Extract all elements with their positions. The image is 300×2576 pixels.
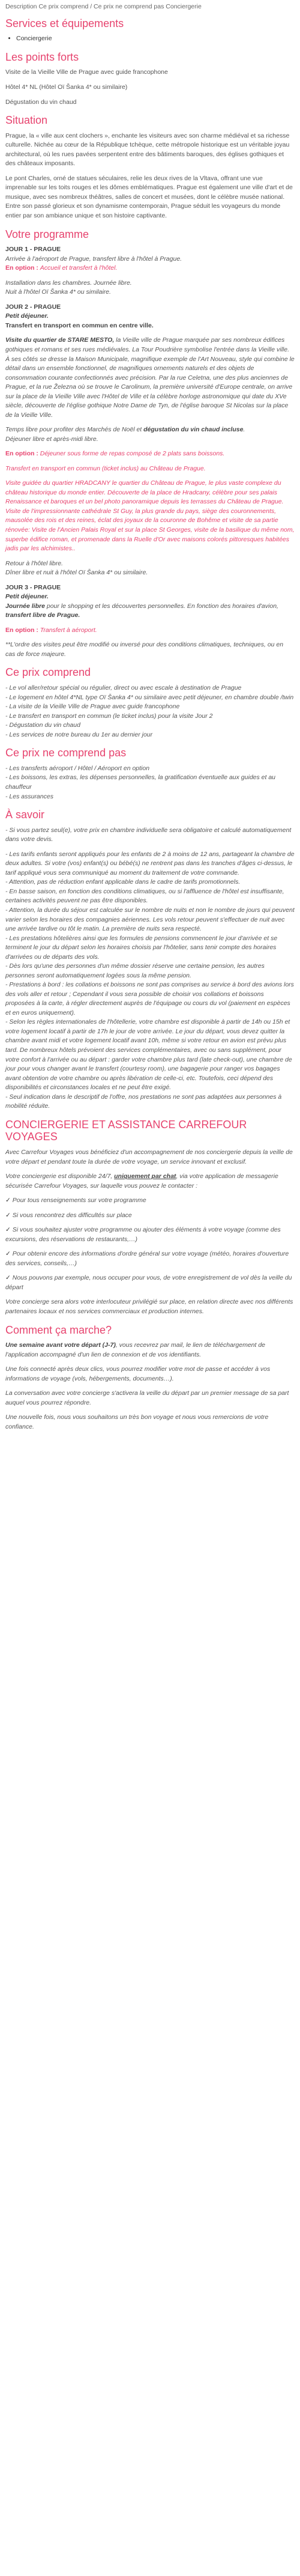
concierge-item-text: Si vous souhaitez ajuster votre programme ou ajouter des éléments à votre voyage (comme des excursions, des réservations de restaurants,…)	[5, 1226, 281, 1243]
know-item: - Dès lors qu'une des personnes d'un même dossier réserve une certaine pension, les autres personnes seront automatiquement logées sous la même pension.	[5, 962, 265, 979]
programme-title: Votre programme	[5, 228, 89, 240]
concierge-title: CONCIERGERIE ET ASSISTANCE CARREFOUR VOYAGES	[5, 1118, 247, 1143]
day-option	[5, 449, 295, 459]
included-section	[5, 666, 295, 740]
chevron-right-icon: ✓	[5, 1226, 11, 1234]
know-item: - Les prestations hôtelières ainsi que les formules de pensions commencent le jour d'arrivée et se terminent le jour du départ selon les horaires choisis par l'hôtelier, sans tenir compte des horaires d'arrivées ou de départs des vols.	[5, 934, 278, 961]
excluded-section	[5, 747, 295, 801]
know-paragraph: - Si vous partez seul(e), votre prix en chambre individuelle sera obligatoire et calculé automatiquement dans votre devis.	[5, 826, 292, 843]
day-transfer: Transfert en transport en commun en centre ville.	[5, 321, 154, 329]
how-emphasis: Une semaine avant votre départ (J-7)	[5, 1341, 116, 1349]
excluded-list	[5, 764, 295, 801]
concierge-item	[5, 1211, 295, 1221]
how-section	[5, 1324, 295, 1432]
day-option	[5, 626, 295, 636]
day-description	[5, 602, 295, 621]
how-title: Comment ça marche?	[5, 1323, 112, 1336]
know-item: - Attention, la durée du séjour est calculée sur le nombre de nuits et non le nombre de jours qui peuvent varier selon les horaires des compagnies aériennes. Les vols retour peuvent s'effectuer de nuit avec une arrivée tardive ou tôt le matin. La première de nuits sera respecté.	[5, 907, 295, 933]
included-item: - Le logement en hôtel 4*NL type Oï Šanka 4* ou similaire avec petit déjeuner, en chambre double /twin	[5, 693, 294, 701]
included-item: - Le transfert en transport en commun (le ticket inclus) pour la visite Jour 2	[5, 712, 213, 720]
know-item: - Prestations à bord : les collations et boissons ne sont pas comprises au service à bord des avions lors des vols aller et retour ; Cependant il vous sera possible de choisir vos collations et boissons proposées à la carte, à régler directement auprès de l'équipage ou cours du vol (paiement en espèces et en euros uniquement).	[5, 981, 294, 1016]
know-item: - Attention, pas de réduction enfant applicable dans le cadre de tarifs promotionnels.	[5, 878, 241, 886]
day-heading: JOUR 1 - PRAGUE	[5, 246, 61, 254]
services-section	[5, 17, 295, 44]
option-label: En option :	[5, 264, 38, 272]
concierge-item	[5, 1196, 295, 1206]
highlight-line: Dégustation du vin chaud	[5, 98, 77, 106]
how-paragraph: Une nouvelle fois, nous vous souhaitons un très bon voyage et nous vous remercions de votre confiance.	[5, 1414, 269, 1430]
included-item: - Dégustation du vin chaud	[5, 721, 80, 729]
day-option	[5, 264, 295, 273]
how-paragraph: La conversation avec votre concierge s'activera la veille du départ par un premier message de sa part auquel vous pourrez répondre.	[5, 1390, 289, 1406]
concierge-item-text: Si vous rencontrez des difficultés sur place	[12, 1211, 132, 1219]
included-item: - Les services de notre bureau du 1er au dernier jour	[5, 731, 153, 738]
day-description: Arrivée à l'aéroport de Prague, transfert libre à l'hôtel à Prague.	[5, 255, 182, 263]
day-line: Dîner libre et nuit à l'hôtel Oï Šanka 4* ou similaire.	[5, 569, 148, 577]
highlights-section	[5, 51, 295, 107]
included-list	[5, 684, 295, 740]
free-bold: dégustation du vin chaud incluse	[143, 426, 244, 434]
chevron-right-icon: ✓	[5, 1211, 11, 1219]
how-text: , vous recevrez par mail, le lien de téléchargement de l'application accompagné d'un lien de connexion et de vos identifiants.	[5, 1341, 266, 1358]
free-bold: Journée libre	[5, 602, 45, 610]
concierge-section	[5, 1119, 295, 1317]
transfer-bold: transfert libre de Prague.	[5, 612, 80, 619]
day-heading: JOUR 3 - PRAGUE	[5, 583, 61, 591]
day-free-time	[5, 425, 295, 435]
situation-title: Situation	[5, 114, 48, 127]
option-label: En option :	[5, 450, 38, 458]
castle-visit: Visite guidée du quartier HRADCANY le quartier du Château de Prague, le plus vaste complexe du château historique du monde entier. Découverte de la place de Hradcany, célèbre pour ses palais Renaissance et baroques et un bel photo panoramique depuis les terrasses du Château de Prague. Visite de l'impressionnante cathédrale St Guy, la plus grande du pays, siège des couronnements, mausolée des rois et des reines, éclat des joyaux de la couronne de Bohême et visite de sa partie rénovée: Visite de l'Ancien Palais Royal et sur la place St Georges, visite de la basilique du même nom, superbe édifice roman, et promenade dans la Ruelle d'Or avec maisons colorés pittoresques habitées jadis par les alchimistes..	[5, 479, 295, 553]
concierge-text: Votre conciergerie est disponible 24/7,	[5, 1173, 115, 1180]
know-item: - En basse saison, en fonction des conditions climatiques, ou si l'affluence de l'hôtel est insuffisante, certaines activités peuvent ne pas être disponibles.	[5, 887, 284, 905]
day-heading: JOUR 2 - PRAGUE	[5, 303, 61, 311]
concierge-text: , via votre application de messagerie sécurisée Carrefour Voyages, sur laquelle vous pouvez le contacter :	[5, 1173, 278, 1189]
concierge-item	[5, 1274, 295, 1292]
chevron-right-icon: ✓	[5, 1274, 11, 1282]
concierge-item-text: Pour obtenir encore des informations d'ordre général sur votre voyage (météo, horaires d'ouverture des services, conseils,…)	[5, 1250, 289, 1267]
day-title: Petit déjeuner.	[5, 593, 49, 601]
know-item: - Selon les règles internationales de l'hôtellerie, votre chambre est disponible à partir de 14h ou 15h et votre logement locatif à partir de 17h le jour de votre arrivée. Le jour du départ, vous devez quitter la chambre avant midi et votre logement locatif avant 10h, même si votre retour en avion est prévu plus tard. De nombreux hôtels prévoient des services complémentaires, avec ou sans supplément, pour votre confort à l'arrivée ou au départ : garder votre chambre plus tard (late check-out), une chambre de jour pour vous changer avant le transfert (courtesy room), une bagagerie pour ranger vos bagages avant obtention de votre chambre ou après libération de celle-ci, etc. Toutefois, ceci dépend des disponibilités et circonstances locales et ne peut être exigé.	[5, 1018, 292, 1092]
services-item: • Conciergerie	[16, 34, 295, 44]
excluded-item: - Les assurances	[5, 792, 53, 800]
know-list	[5, 850, 295, 1111]
concierge-paragraph	[5, 1172, 295, 1191]
chevron-right-icon: ✓	[5, 1197, 11, 1204]
excluded-item: - Les transferts aéroport / Hôtel / Aéroport en option	[5, 764, 150, 772]
situation-paragraph: Le pont Charles, orné de statues séculaires, relie les deux rives de la Vltava, offrant une vue imprenable sur les toits rouges et les dômes emblématiques. Prague est également une ville d'art et de musique, avec ses nombreux théâtres, salles de concert et musées, dont le célèbre musée national. Entre son passé glorieux et son dynamisme contemporain, Prague séduit les voyageurs du monde entier par son ambiance unique et son histoire captivante.	[5, 174, 293, 219]
option-text: Transfert à aéroport.	[40, 626, 97, 634]
free-text: pour le shopping et les découvertes personnelles. En fonction des horaires d'avion,	[44, 602, 278, 610]
castle-transfer: Transfert en transport en commun (ticket inclus) au Château de Prague.	[5, 464, 206, 472]
day-line: Retour à l'hôtel libre.	[5, 559, 63, 567]
free-text: Temps libre pour profiter des Marchés de Noël et	[5, 426, 144, 434]
day-1	[5, 245, 295, 297]
day-line: Nuit à l'hôtel Oï Šanka 4* ou similaire.	[5, 288, 111, 296]
day-lines	[5, 559, 295, 578]
know-item: - Les tarifs enfants seront appliqués pour les enfants de 2 à moins de 12 ans, partageant la chambre de deux adultes. Si votre (vos) enfant(s) ou bébé(s) ne rentrent pas dans les tranches d'âges ci-dessus, le tarif appliqué vous sera communiqué au moment du traitement de votre commande.	[5, 850, 295, 876]
breadcrumb: Description Ce prix comprend / Ce prix ne comprend pas Conciergerie	[5, 3, 202, 10]
day-visit	[5, 336, 295, 420]
how-paragraph	[5, 1341, 295, 1359]
day-title: Petit déjeuner.	[5, 312, 49, 320]
situation-paragraph: Prague, la « ville aux cent clochers », enchante les visiteurs avec son charme médiéval et sa richesse culturelle. Nichée au cœur de la République tchèque, cette métropole historique est un véritable joyau architectural, où les rues pavées serpentent entre des bâtiments baroques, des églises gothiques et des châteaux imposants.	[5, 132, 290, 168]
know-title: À savoir	[5, 809, 45, 821]
know-section	[5, 809, 295, 1111]
day-2	[5, 303, 295, 578]
concierge-item	[5, 1226, 295, 1244]
day-lines	[5, 279, 295, 297]
excluded-item: - Les boissons, les extras, les dépenses personnelles, la gratification éventuelle aux guides et au chauffeur	[5, 774, 276, 791]
concierge-item-text: Pour tous renseignements sur votre programme	[12, 1197, 146, 1204]
day-lunch: Déjeuner libre et après-midi libre.	[5, 435, 98, 443]
highlight-line: Hôtel 4* NL (Hôtel Oï Šanka 4* ou similaire)	[5, 83, 128, 91]
chevron-right-icon: ✓	[5, 1250, 11, 1258]
visit-title: Visite du quartier de STARE MESTO,	[5, 336, 115, 344]
included-item: - La visite de la Vieille Ville de Prague avec guide francophone	[5, 703, 180, 711]
day-line: Installation dans les chambres. Journée libre.	[5, 279, 132, 287]
programme-disclaimer: **L'ordre des visites peut être modifié ou inversé pour des conditions climatiques, techniques, ou en cas de force majeure.	[5, 641, 284, 658]
services-title: Services et équipements	[5, 17, 124, 29]
concierge-paragraph: Avec Carrefour Voyages vous bénéficiez d'un accompagnement de nos conciergerie depuis la veille de votre départ et pendant toute la durée de votre voyage, un service innovant et exclusif.	[5, 1149, 293, 1165]
free-end: .	[243, 426, 245, 434]
option-label: En option :	[5, 626, 38, 634]
concierge-emphasis: uniquement par chat	[114, 1173, 176, 1180]
know-item: - Seul indication dans le descriptif de l'offre, nos prestations ne sont pas adaptées aux personnes à mobilité réduite.	[5, 1093, 282, 1110]
included-item: - Le vol aller/retour spécial ou régulier, direct ou avec escale à destination de Prague	[5, 684, 242, 692]
highlight-line: Visite de la Vieille Ville de Prague avec guide francophone	[5, 68, 168, 76]
services-list	[5, 34, 295, 44]
excluded-title: Ce prix ne comprend pas	[5, 747, 127, 759]
day-3	[5, 583, 295, 636]
option-text: Déjeuner sous forme de repas composé de 2 plats sans boissons.	[40, 450, 225, 458]
concierge-item-text: Nous pouvons par exemple, nous occuper pour vous, de votre enregistrement de vol dès la veille du départ	[5, 1274, 292, 1291]
how-paragraph: Une fois connecté après deux clics, vous pourrez modifier votre mot de passe et accéder à vos informations de voyage (vols, hébergements, documents…).	[5, 1365, 271, 1382]
option-text: Accueil et transfert à l'hôtel.	[40, 264, 118, 272]
situation-section	[5, 114, 295, 220]
programme-section	[5, 228, 295, 660]
highlights-title: Les points forts	[5, 50, 79, 63]
included-title: Ce prix comprend	[5, 666, 91, 679]
concierge-paragraph: Votre concierge sera alors votre interlocuteur privilégié sur place, en relation directe avec nos différents partenaires locaux et nos services commerciaux et production internes.	[5, 1298, 293, 1315]
concierge-item	[5, 1250, 295, 1268]
visit-text: la Vieille ville de Prague marquée par ses nombreux édifices gothiques et romans et ses rues médiévales. La Tour Poudrière symbolise l'entrée dans la Vieille ville. À ses côtés se dresse la Maison Municipale, magnifique exemple de l'Art Nouveau, style qui combine le détail dans un ensemble fonctionnel, de magnifiques ornements naturels et des objets de consommation courante confectionnés avec précision. Par la rue Celetna, une des plus anciennes de Prague, et la rue Železna où se trouve le Carolinum, la première université d'Europe centrale, on arrive sur la place de la Vieille Ville avec l'Hôtel de Ville et la célèbre horloge astronomique qui date du XVe siècle, découverte de l'église gothique Notre Dame de Tyn, de l'église baroque St Nicolas sur la place de la Vieille Ville.	[5, 336, 295, 419]
